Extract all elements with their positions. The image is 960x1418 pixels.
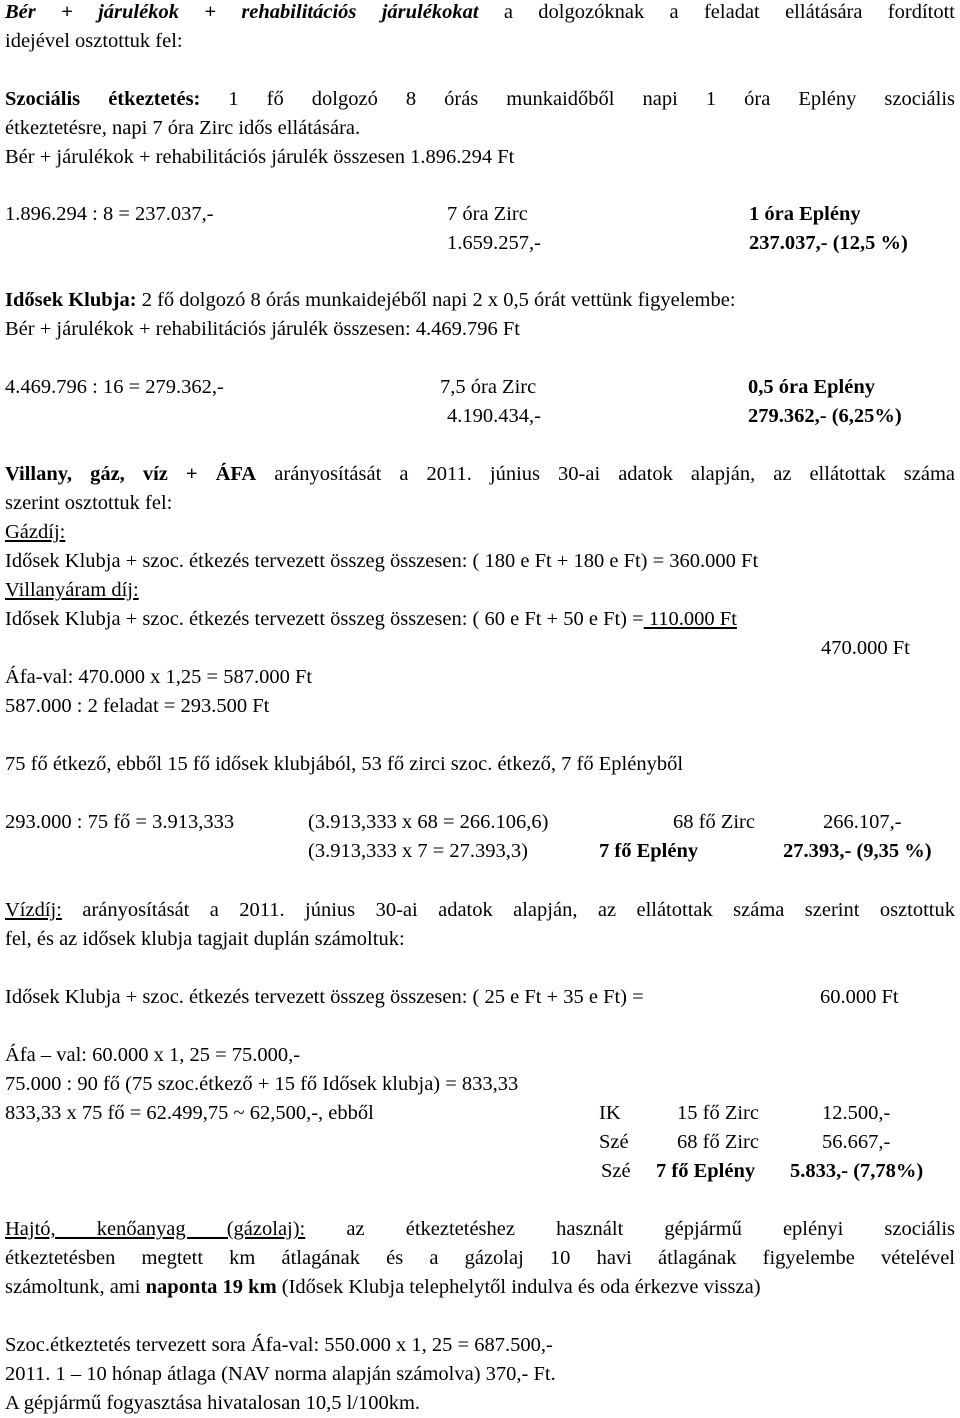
water-per-line: 75.000 : 90 fő (75 szoc.étkező + 15 fő Idősek klubja) = 833,33 (5, 1073, 519, 1095)
intro-bold-heading: Bér + járulékok + rehabilitációs járulékokat (5, 1, 479, 23)
klub-text: 2 fő dolgozó 8 órás munkaidejéből napi 2 x 0,5 órát vettünk figyelembe: (136, 289, 736, 311)
utility-line-2: szerint osztottuk fel: (5, 492, 173, 514)
epleny-label (599, 837, 698, 866)
water-row-2-label: 68 fő Zirc (677, 1131, 759, 1153)
epleny-label-text: 7 fő Eplény (599, 840, 699, 862)
klub-calc: 4.469.796 : 16 = 279.362,- (5, 376, 224, 398)
fuel-line-1 (5, 1215, 955, 1244)
szoc-epleny-pct: (12,5 %) (832, 232, 908, 254)
utility-split-line: 587.000 : 2 feladat = 293.500 Ft (5, 695, 270, 717)
utility-sum-value: 470.000 Ft (821, 637, 910, 659)
intro-line-1 (5, 0, 955, 27)
szoc-total: Bér + járulékok + rehabilitációs járulék összesen 1.896.294 Ft (5, 146, 515, 168)
eaters-line: 75 fő étkező, ebből 15 fő idősek klubjából, 53 fő zirci szoc. étkező, 7 fő Eplényből (5, 753, 684, 775)
water-calc-line: 833,33 x 75 fő = 62.499,75 ~ 62,500,-, ebből (5, 1102, 374, 1124)
intro-text: a dolgozóknak a feladat ellátására fordított (478, 1, 955, 23)
szoc-epleny-label-text: 1 óra Eplény (749, 203, 861, 225)
water-row-3-label-text: 7 fő Eplény (656, 1160, 756, 1182)
water-plan-line: Idősek Klubja + szoc. étkezés tervezett összeg összesen: ( 25 e Ft + 35 e Ft) = (5, 986, 644, 1008)
fuel-avg-line: 2011. 1 – 10 hónap átlaga (NAV norma alapján számolva) 370,- Ft. (5, 1363, 556, 1385)
fuel-daily-km: naponta 19 km (145, 1276, 277, 1298)
water-line-1 (5, 896, 955, 925)
elec-line (5, 605, 737, 634)
klub-line-1 (5, 286, 736, 315)
fuel-text-1: az étkeztetéshez használt gépjármű eplényi szociális (346, 1218, 956, 1240)
klub-zirc-label: 7,5 óra Zirc (440, 376, 537, 398)
fuel-text-3a: számoltunk, ami (5, 1276, 146, 1298)
szoc-epleny-label (749, 200, 861, 229)
klub-epleny-value (748, 402, 902, 431)
water-row-1-code: IK (599, 1102, 621, 1124)
epleny-value (783, 837, 932, 866)
szoc-zirc-label: 7 óra Zirc (447, 203, 528, 225)
szoc-epleny-value (749, 229, 908, 258)
zirc-calc: (3.913,333 x 68 = 266.106,6) (308, 811, 549, 833)
water-vat-line: Áfa – val: 60.000 x 1, 25 = 75.000,- (5, 1044, 301, 1066)
epleny-calc: (3.913,333 x 7 = 27.393,3) (308, 840, 528, 862)
klub-label: Idősek Klubja: (5, 289, 137, 311)
utility-vat-line: Áfa-val: 470.000 x 1,25 = 587.000 Ft (5, 666, 313, 688)
water-row-2-value: 56.667,- (822, 1131, 891, 1153)
elec-label: Villanyáram díj: (5, 579, 139, 601)
fuel-label: Hajtó, kenőanyag (gázolaj): (5, 1218, 306, 1240)
per-head-line: 293.000 : 75 fő = 3.913,333 (5, 811, 235, 833)
klub-zirc-value: 4.190.434,- (447, 405, 541, 427)
klub-total: Bér + járulékok + rehabilitációs járulék összesen: 4.469.796 Ft (5, 318, 521, 340)
water-plan-value: 60.000 Ft (820, 986, 899, 1008)
utility-text-1: arányosítását a 2011. június 30-ai adatok alapján, az ellátottak száma (256, 463, 955, 485)
water-row-3-value-text: 5.833,- (7,78%) (790, 1160, 924, 1182)
gas-label: Gázdíj: (5, 521, 66, 543)
gas-line: Idősek Klubja + szoc. étkezés tervezett összeg összesen: ( 180 e Ft + 180 e Ft) = 360.000 Ft (5, 550, 759, 572)
fuel-consumption-line: A gépjármű fogyasztása hivatalosan 10,5 l/100km. (5, 1392, 421, 1414)
klub-epleny-label (748, 373, 875, 402)
klub-epleny-value-text: 279.362,- (6,25%) (748, 405, 902, 427)
water-label: Vízdíj: (5, 899, 62, 921)
utility-line-1 (5, 460, 955, 489)
szoc-text-1: 1 fő dolgozó 8 órás munkaidőből napi 1 óra Eplény szociális (200, 88, 955, 110)
klub-epleny-label-text: 0,5 óra Eplény (748, 376, 875, 398)
water-row-2-code: Szé (599, 1131, 629, 1153)
szoc-line-1 (5, 85, 955, 114)
fuel-text-3b: (Idősek Klubja telephelytől indulva és oda érkezve vissza) (276, 1276, 761, 1298)
water-row-1-label: 15 fő Zirc (677, 1102, 759, 1124)
szoc-calc: 1.896.294 : 8 = 237.037,- (5, 203, 214, 225)
water-line-2: fel, és az idősek klubja tagjait duplán számoltuk: (5, 928, 405, 950)
water-text-1: arányosítását a 2011. június 30-ai adatok alapján, az ellátottak száma szerint osztottuk (61, 899, 955, 921)
water-row-1-value: 12.500,- (822, 1102, 891, 1124)
utility-label: Villany, gáz, víz + ÁFA (5, 463, 257, 485)
fuel-line-2: étkeztetésben megtett km átlagának és a gázolaj 10 havi átlagának figyelembe vételével (5, 1247, 955, 1269)
fuel-line-3 (5, 1273, 761, 1302)
intro-line-2: idejével osztottuk fel: (5, 30, 183, 52)
szoc-line-2: étkeztetésre, napi 7 óra Zirc idős ellátására. (5, 117, 361, 139)
water-row-3-label (656, 1157, 755, 1186)
elec-line-text: Idősek Klubja + szoc. étkezés tervezett összeg összesen: ( 60 e Ft + 50 e Ft) = (5, 608, 644, 630)
water-row-3-code: Szé (601, 1160, 631, 1182)
water-row-3-value (790, 1157, 923, 1186)
szoc-epleny-value-text: 237.037,- (749, 232, 828, 254)
elec-value: 110.000 Ft (643, 608, 737, 630)
zirc-value: 266.107,- (823, 811, 902, 833)
fuel-plan-line: Szoc.étkeztetés tervezett sora Áfa-val: 550.000 x 1, 25 = 687.500,- (5, 1334, 553, 1356)
szoc-zirc-value: 1.659.257,- (447, 232, 541, 254)
szoc-label: Szociális étkeztetés: (5, 88, 201, 110)
epleny-value-text: 27.393,- (9,35 %) (783, 840, 932, 862)
zirc-label: 68 fő Zirc (673, 811, 755, 833)
